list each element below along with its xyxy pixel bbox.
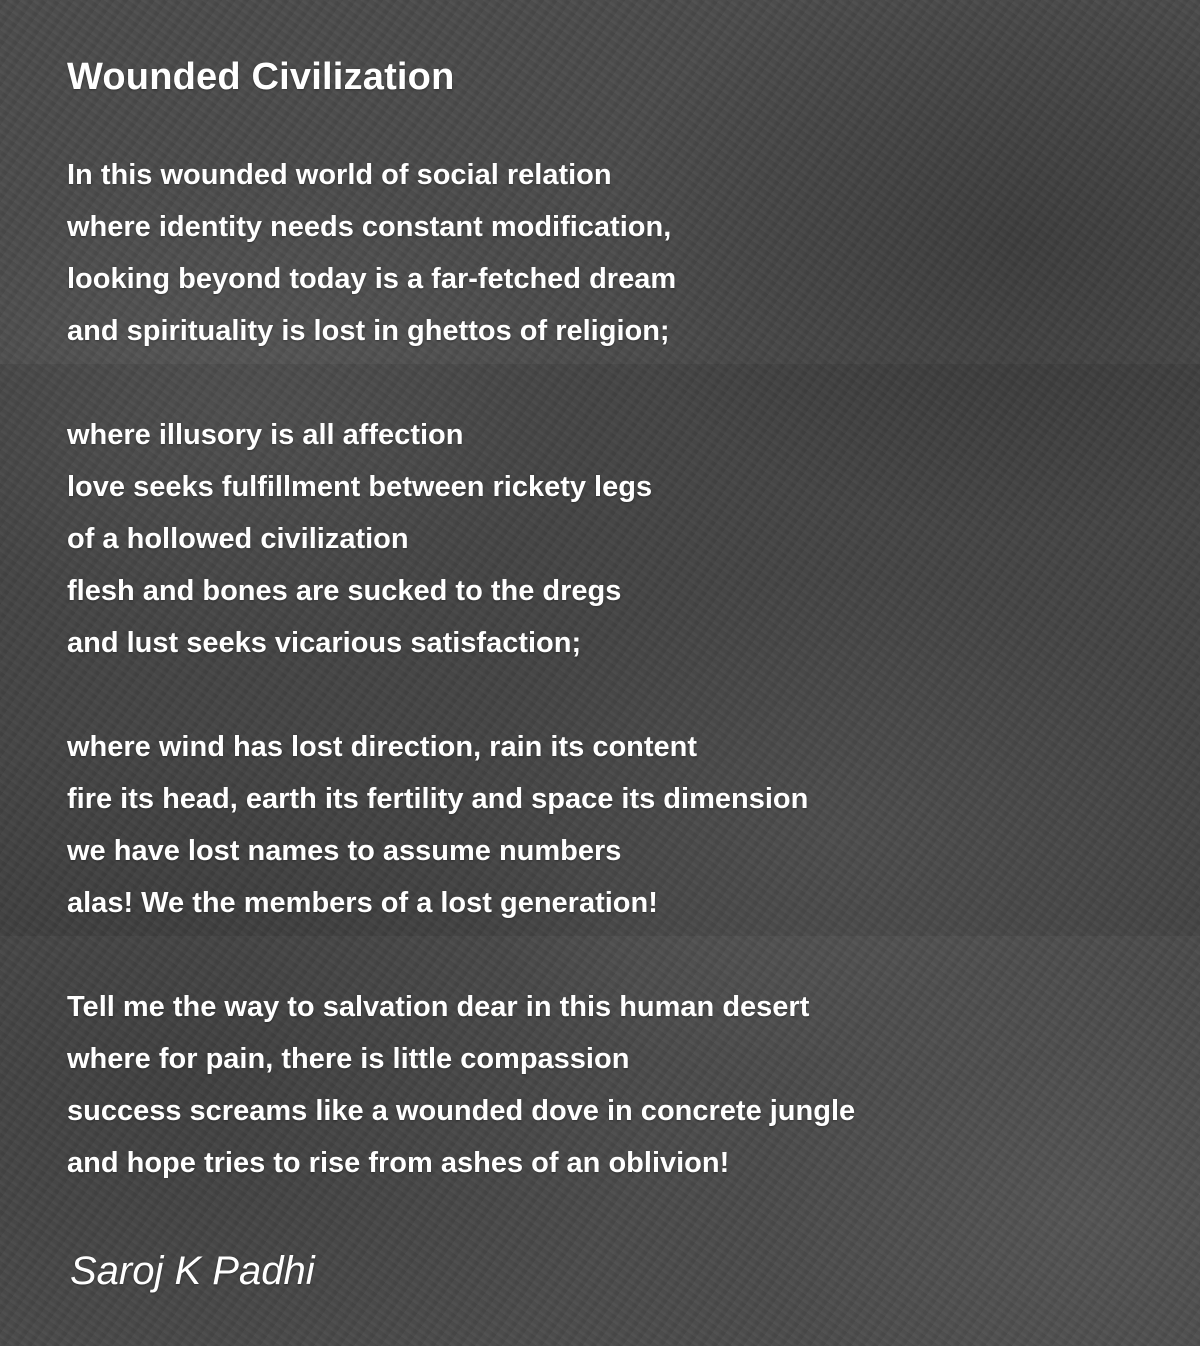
stanza-2 (67, 409, 1167, 669)
poem-line: success screams like a wounded dove in concrete jungle (67, 1095, 856, 1127)
poem-author: Saroj K Padhi (70, 1249, 315, 1293)
stanza-1 (67, 149, 1167, 357)
poem-line: looking beyond today is a far-fetched dream (67, 263, 677, 295)
poem-line: and hope tries to rise from ashes of an oblivion! (67, 1147, 730, 1179)
poem-line: of a hollowed civilization (67, 523, 409, 555)
poem-line: we have lost names to assume numbers (67, 835, 622, 867)
poem-line: where illusory is all affection (67, 419, 464, 451)
poem-line: where identity needs constant modification, (67, 211, 672, 243)
poem-title: Wounded Civilization (67, 56, 455, 98)
stanza-4 (67, 981, 1167, 1189)
poem-line: In this wounded world of social relation (67, 159, 612, 191)
poem-line: alas! We the members of a lost generation! (67, 887, 658, 919)
poem-line: where for pain, there is little compassion (67, 1043, 630, 1075)
poem-line: where wind has lost direction, rain its content (67, 731, 698, 763)
poem-line: Tell me the way to salvation dear in this human desert (67, 991, 810, 1023)
poem-line: and spirituality is lost in ghettos of religion; (67, 315, 670, 347)
poem-line: and lust seeks vicarious satisfaction; (67, 627, 582, 659)
poem-line: love seeks fulfillment between rickety legs (67, 471, 653, 503)
stanza-3 (67, 721, 1167, 929)
poem-line: fire its head, earth its fertility and space its dimension (67, 783, 809, 815)
poem-body (67, 149, 1167, 1241)
poem-line: flesh and bones are sucked to the dregs (67, 575, 622, 607)
